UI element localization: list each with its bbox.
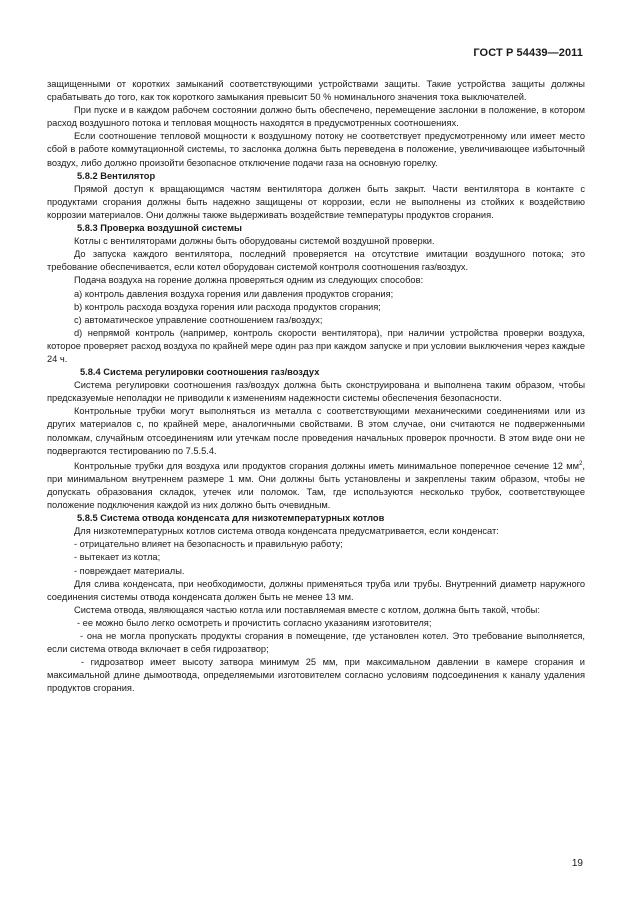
section-heading: 5.8.2 Вентилятор <box>77 170 156 181</box>
paragraph: Система регулировки соотношения газ/воздух должна быть сконструирована и выполнена таким образом, чтобы предсказуемые неполадки не приводили к изменениям надежности системы обеспечения безопасности. <box>47 380 585 404</box>
paragraph: Для низкотемпературных котлов система отвода конденсата предусматривается, если конденсат: <box>74 526 499 537</box>
list-item: - вытекает из котла; <box>74 552 161 563</box>
paragraph: Котлы с вентиляторами должны быть оборудованы системой воздушной проверки. <box>74 236 435 247</box>
list-item: - ее можно было легко осмотреть и прочистить согласно указаниям изготовителя; <box>77 617 432 628</box>
paragraph: Для слива конденсата, при необходимости, должны применяться труба или трубы. Внутренний диаметр наружного соединения системы отвода конденсата должен быть не менее 13 мм. <box>47 578 585 602</box>
section-heading: 5.8.3 Проверка воздушной системы <box>77 223 242 234</box>
list-item: b) контроль расхода воздуха горения или расхода продуктов сгорания; <box>74 301 381 312</box>
paragraph: - гидрозатвор имеет высоту затвора минимум 25 мм, при максимальном давлении в камере сгорания и максимальной длине дымоотвода, определяемыми изготовителем согласно условиям подсоединения к каналу удаления продуктов сгорания. <box>47 657 585 694</box>
paragraph: Если соотношение тепловой мощности к воздушному потоку не соответствует предусмотренному или имеет место сбой в работе коммутационной системы, то заслонка должна быть переведена в положение, увеличивающее избыточный воздух, либо должно произойти безопасное отключение подачи газа на основную горелку. <box>47 131 585 168</box>
section-heading: 5.8.5 Система отвода конденсата для низкотемпературных котлов <box>77 513 385 524</box>
paragraph: Контрольные трубки для воздуха или продуктов сгорания должны иметь минимальное поперечное сечение 12 $мм^2$, при минимальном внутреннем размере 1 мм. Они должны быть установлены и закреплены таким образом, чтобы не допускать образования складок, утечек или поломок. Там, где используются несколько трубок, соответствующее положение подключения каждой из них должно быть очевидным. <box>47 460 585 511</box>
page-number: 19 <box>571 858 583 869</box>
paragraph: При пуске и в каждом рабочем состоянии должно быть обеспечено, перемещение заслонки в положение, в котором расход воздушного потока и тепловая мощность находятся в предусмотренных соотношениях. <box>47 105 585 129</box>
document-body <box>47 78 585 696</box>
paragraph: Подача воздуха на горение должна проверяться одним из следующих способов: <box>74 275 424 286</box>
list-item: с) автоматическое управление соотношением газ/воздух; <box>74 314 323 325</box>
list-item: а) контроль давления воздуха горения или давления продуктов сгорания; <box>74 288 394 299</box>
document-code: ГОСТ Р 54439—2011 <box>473 47 583 59</box>
paragraph: До запуска каждого вентилятора, последний проверяется на отсутствие имитации воздушного потока; это требование обеспечивается, если котел оборудован системой контроля соотношения газ/воздух. <box>47 249 585 273</box>
paragraph: d) непрямой контроль (например, контроль скорости вентилятора), при наличии устройства проверки воздуха, которое проверяет расход воздуха по крайней мере один раз при каждом запуске и при условии выключения через каждые 24 ч. <box>47 327 585 364</box>
list-item: - отрицательно влияет на безопасность и правильную работу; <box>74 539 343 550</box>
paragraph: Прямой доступ к вращающимся частям вентилятора должен быть закрыт. Части вентилятора в контакте с продуктами сгорания должны быть надежно защищены от коррозии, если не выполнены из стойких к воздействию коррозии материалов. Они должны также выдерживать воздействие температуры продуктов сгорания. <box>47 183 585 220</box>
paragraph: - она не могла пропускать продукты сгорания в помещение, где установлен котел. Это требование выполняется, если система отвода включает в себя гидрозатвор; <box>47 631 585 655</box>
paragraph: Система отвода, являющаяся частью котла или поставляемая вместе с котлом, должна быть такой, чтобы: <box>74 604 540 615</box>
paragraph: Контрольные трубки могут выполняться из металла с соответствующими механическими соединениями или из других материалов с, по крайней мере, аналогичными свойствами. В этом случае, они считаются не подверженными поломкам, случайным отсоединениям или утечкам после проведения начальных проверок прочности. В этом виде они не подвергаются тестированию по 7.5.5.4. <box>47 406 585 456</box>
section-heading: 5.8.4 Система регулировки соотношения газ/воздух <box>80 367 320 378</box>
list-item: - повреждает материалы. <box>74 565 185 576</box>
paragraph: защищенными от коротких замыканий соответствующими устройствами защиты. Такие устройства защиты должны срабатывать до того, как ток короткого замыкания превысит 50 % номинального значения тока выключателей. <box>47 79 585 103</box>
